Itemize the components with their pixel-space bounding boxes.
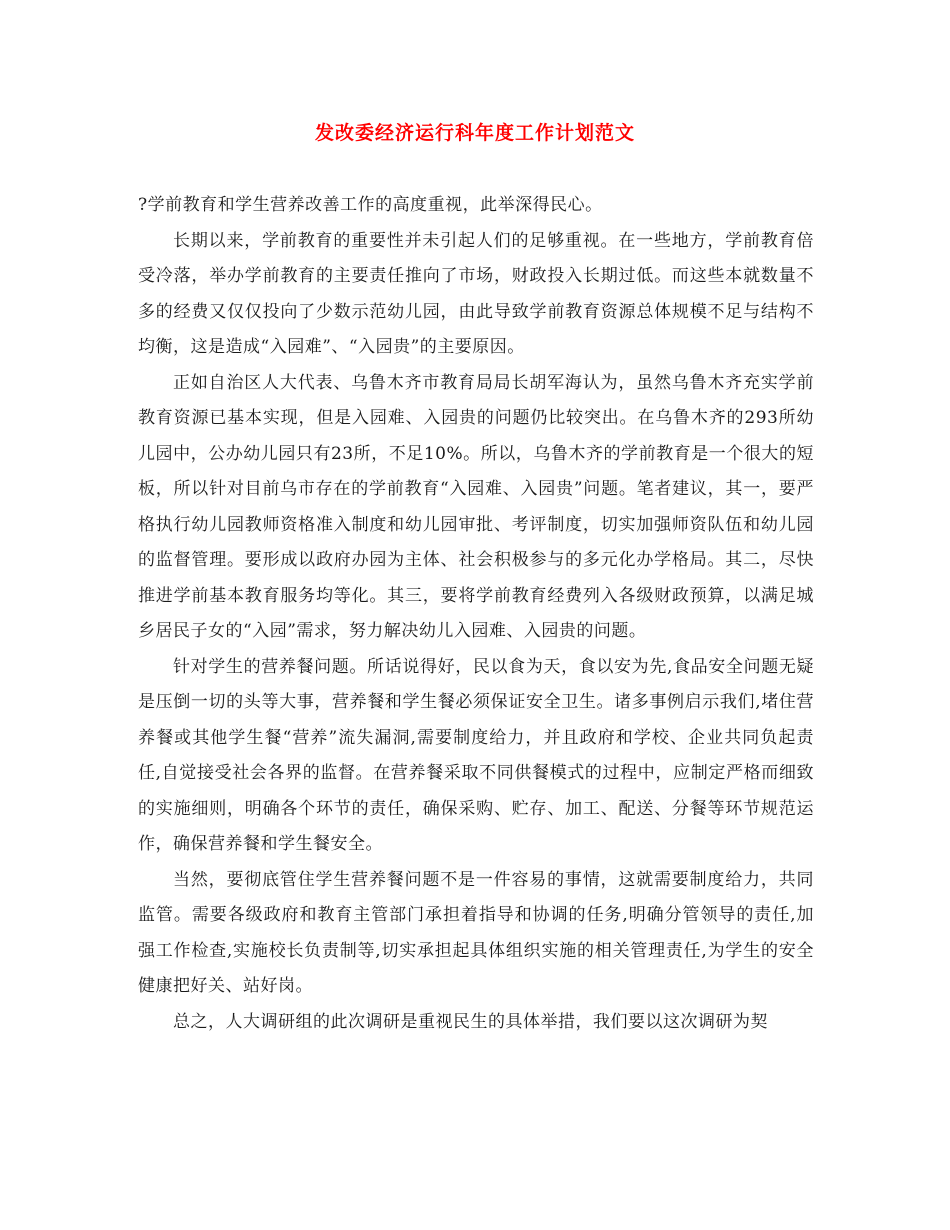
document-title: 发改委经济运行科年度工作计划范文 xyxy=(314,122,635,144)
paragraph-1: ?学前教育和学生营养改善工作的高度重视，此举深得民心。 xyxy=(138,195,603,215)
paragraph-5: 当然，要彻底管住学生营养餐问题不是一件容易的事情，这就需要制度给力，共同监管。需要各级政府和教育主管部门承担着指导和协调的任务,明确分管领导的责任,加强工作检查,实施校长负责制等,切实承担起具体组织实施的相关管理责任,为学生的安全健康把好关、站好岗。 xyxy=(138,869,814,996)
paragraph-6: 总之，人大调研组的此次调研是重视民生的具体举措，我们要以这次调研为契 xyxy=(173,1011,768,1032)
paragraph-4: 针对学生的营养餐问题。所话说得好，民以食为天，食以安为先,食品安全问题无疑是压倒一切的头等大事，营养餐和学生餐必须保证安全卫生。诸多事例启示我们,堵住营养餐或其他学生餐“营养”流失漏洞,需要制度给力，并且政府和学校、企业共同负起责任,自觉接受社会各界的监督。在营养餐采取不同供餐模式的过程中，应制定严格而细致的实施细则，明确各个环节的责任，确保采购、贮存、加工、配送、分餐等环节规范运作，确保营养餐和学生餐安全。 xyxy=(138,656,814,854)
paragraph-2: 长期以来，学前教育的重要性并未引起人们的足够重视。在一些地方，学前教育倍受冷落，举办学前教育的主要责任推向了市场，财政投入长期过低。而这些本就数量不多的经费又仅仅投向了少数示范幼儿园，由此导致学前教育资源总体规模不足与结构不均衡，这是造成“入园难”、“入园贵”的主要原因。 xyxy=(138,230,814,357)
paragraph-3: 正如自治区人大代表、乌鲁木齐市教育局局长胡军海认为，虽然乌鲁木齐充实学前教育资源已基本实现，但是入园难、入园贵的问题仍比较突出。在乌鲁木齐的293所幼儿园中，公办幼儿园只有23所，不足10%。所以，乌鲁木齐的学前教育是一个很大的短板，所以针对目前乌市存在的学前教育“入园难、入园贵”问题。笔者建议，其一，要严格执行幼儿园教师资格准入制度和幼儿园审批、考评制度，切实加强师资队伍和幼儿园的监督管理。要形成以政府办园为主体、社会积极参与的多元化办学格局。其二，尽快推进学前基本教育服务均等化。其三，要将学前教育经费列入各级财政预算，以满足城乡居民子女的“入园”需求，努力解决幼儿入园难、入园贵的问题。 xyxy=(138,372,814,641)
document-body xyxy=(138,188,814,1040)
